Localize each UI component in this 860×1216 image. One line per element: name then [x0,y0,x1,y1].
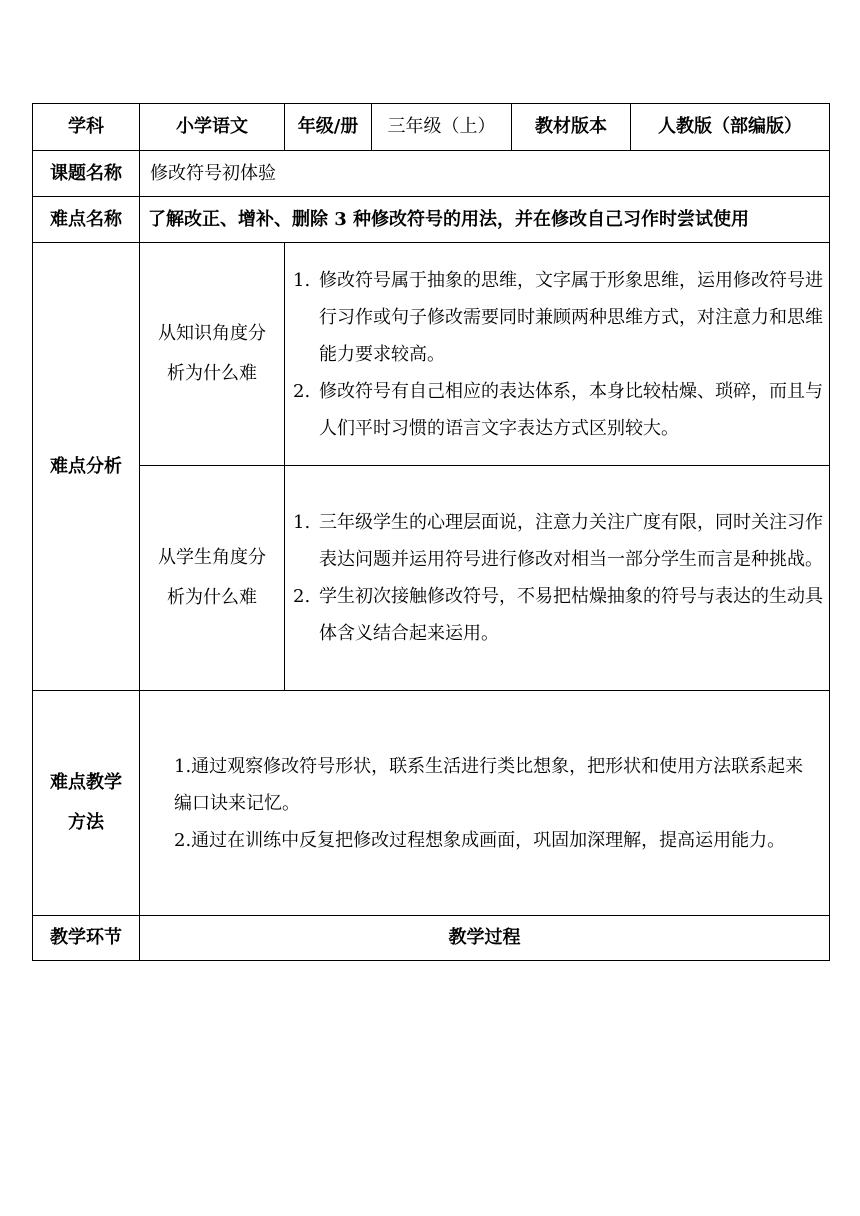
topic-label: 课题名称 [33,151,140,197]
edition-value: 人教版（部编版） [631,104,830,151]
difficulty-label: 难点名称 [33,197,140,243]
difficulty-row [33,197,830,243]
knowledge-angle-content [285,243,830,466]
header-row [33,104,830,151]
process-value: 教学过程 [140,916,830,961]
list-item-number: 1. [293,512,311,533]
method-label-line2: 方法 [68,812,104,833]
knowledge-angle-line1: 从知识角度分 [158,323,266,344]
student-angle-line2: 析为什么难 [167,587,257,608]
subject-label: 学科 [33,104,140,151]
knowledge-angle-line2: 析为什么难 [167,363,257,384]
analysis-student-row [33,466,830,691]
analysis-label: 难点分析 [33,243,140,691]
list-item [293,578,823,652]
list-item-number: 2. [293,586,311,607]
list-item-text: 修改符号属于抽象的思维，文字属于形象思维，运用修改符号进行习作或句子修改需要同时兼顾两种思维方式，对注意力和思维能力要求较高。 [319,269,823,365]
grade-value: 三年级（上） [372,104,512,151]
list-item [293,262,823,373]
list-item-number: 2. [293,380,311,402]
lesson-plan-table [32,103,830,961]
student-angle-label [140,466,285,691]
difficulty-value: 了解改正、增补、删除 3 种修改符号的用法，并在修改自己习作时尝试使用 [140,197,830,243]
method-label [33,691,140,916]
topic-value: 修改符号初体验 [140,151,830,197]
knowledge-angle-label [140,243,285,466]
grade-label: 年级/册 [285,104,372,151]
list-item-text: 修改符号有自己相应的表达体系，本身比较枯燥、琐碎，而且与人们平时习惯的语言文字表达方式区别较大。 [319,380,823,439]
student-angle-line1: 从学生角度分 [158,547,266,568]
edition-label: 教材版本 [512,104,631,151]
topic-row [33,151,830,197]
analysis-knowledge-row [33,243,830,466]
process-label: 教学环节 [33,916,140,961]
list-item-text: 学生初次接触修改符号，不易把枯燥抽象的符号与表达的生动具体含义结合起来运用。 [319,586,823,644]
method-row [33,691,830,916]
method-item: 2.通过在训练中反复把修改过程想象成画面，巩固加深理解，提高运用能力。 [174,829,786,851]
method-label-line1: 难点教学 [50,772,122,793]
method-item: 1.通过观察修改符号形状，联系生活进行类比想象，把形状和使用方法联系起来编口诀来记忆。 [174,755,804,814]
list-item [293,504,823,578]
list-item [293,373,823,447]
list-item-text: 三年级学生的心理层面说，注意力关注广度有限，同时关注习作表达问题并运用符号进行修改对相当一部分学生而言是种挑战。 [319,512,823,570]
list-item-number: 1. [293,269,311,291]
method-content [140,691,830,916]
student-angle-content [285,466,830,691]
process-row [33,916,830,961]
subject-value: 小学语文 [140,104,285,151]
